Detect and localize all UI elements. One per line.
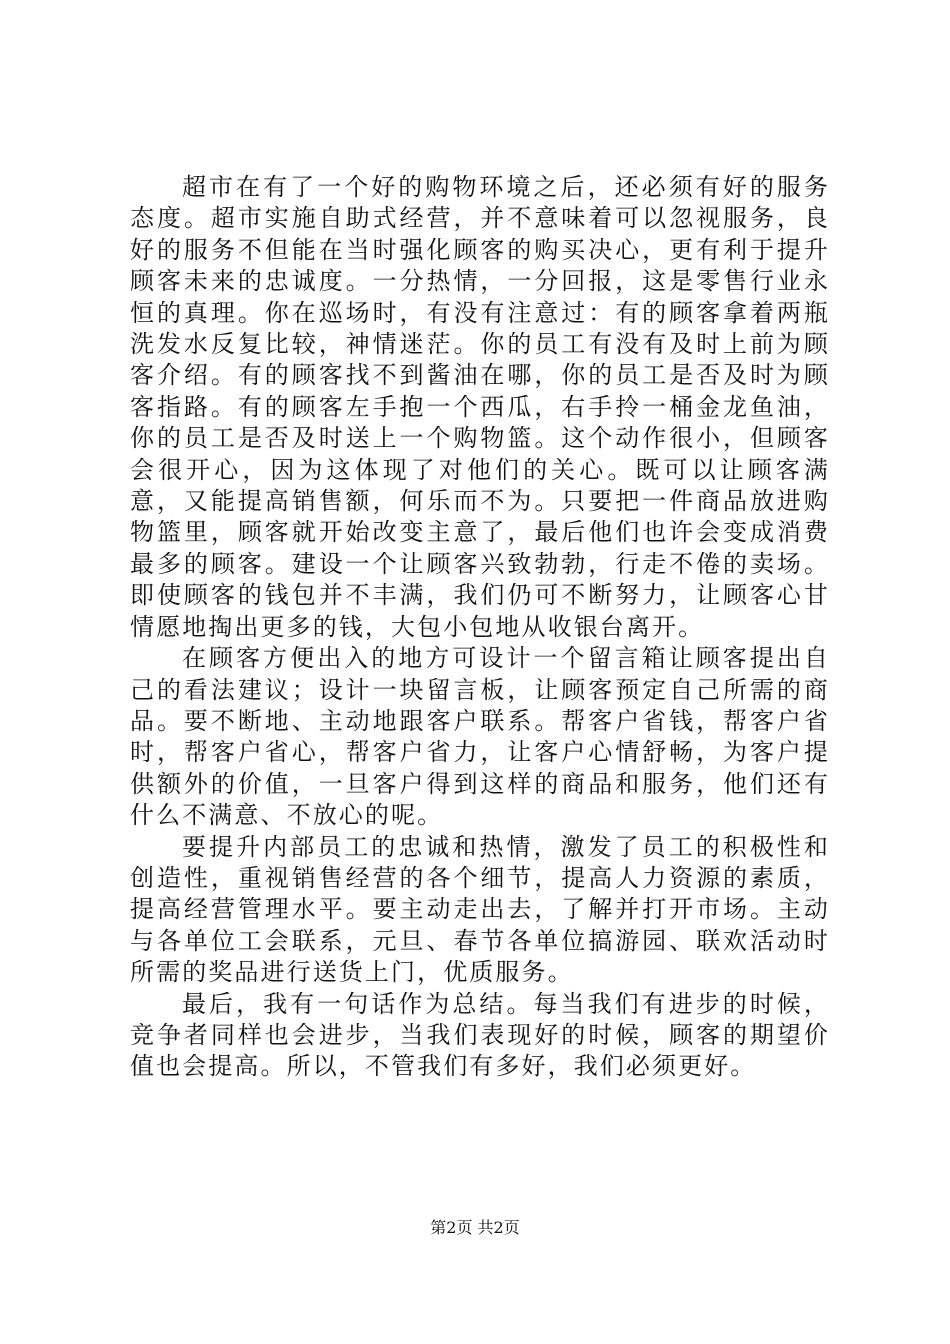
paragraph: 在顾客方便出入的地方可设计一个留言箱让顾客提出自己的看法建议；设计一块留言板，让顾客预定自己所需的商品。要不断地、主动地跟客户联系。帮客户省钱，帮客户省时，帮客户省心，帮客户省力，让客户心情舒畅，为客户提供额外的价值，一旦客户得到这样的商品和服务，他们还有什么不满意、不放心的呢。 [130, 644, 830, 830]
page-number: 第2页 共2页 [430, 1218, 520, 1237]
paragraph: 要提升内部员工的忠诚和热情，激发了员工的积极性和创造性，重视销售经营的各个细节，提高人力资源的素质，提高经营管理水平。要主动走出去，了解并打开市场。主动与各单位工会联系，元旦、春节各单位搞游园、联欢活动时所需的奖品进行送货上门，优质服务。 [130, 832, 830, 987]
page-footer [0, 1218, 950, 1238]
paragraph: 最后，我有一句话作为总结。每当我们有进步的时候，竞争者同样也会进步，当我们表现好的时候，顾客的期望价值也会提高。所以，不管我们有多好，我们必须更好。 [130, 989, 830, 1081]
paragraph: 超市在有了一个好的购物环境之后，还必须有好的服务态度。超市实施自助式经营，并不意味着可以忽视服务，良好的服务不但能在当时强化顾客的购买决心，更有利于提升顾客未来的忠诚度。一分热情，一分回报，这是零售行业永恒的真理。你在巡场时，有没有注意过：有的顾客拿着两瓶洗发水反复比较，神情迷茫。你的员工有没有及时上前为顾客介绍。有的顾客找不到酱油在哪，你的员工是否及时为顾客指路。有的顾客左手抱一个西瓜，右手拎一桶金龙鱼油，你的员工是否及时送上一个购物篮。这个动作很小，但顾客会很开心，因为这体现了对他们的关心。既可以让顾客满意，又能提高销售额，何乐而不为。只要把一件商品放进购物篮里，顾客就开始改变主意了，最后他们也许会变成消费最多的顾客。建设一个让顾客兴致勃勃，行走不倦的卖场。即使顾客的钱包并不丰满，我们仍可不断努力，让顾客心甘情愿地掏出更多的钱，大包小包地从收银台离开。 [130, 173, 830, 641]
document-body [130, 172, 830, 1083]
